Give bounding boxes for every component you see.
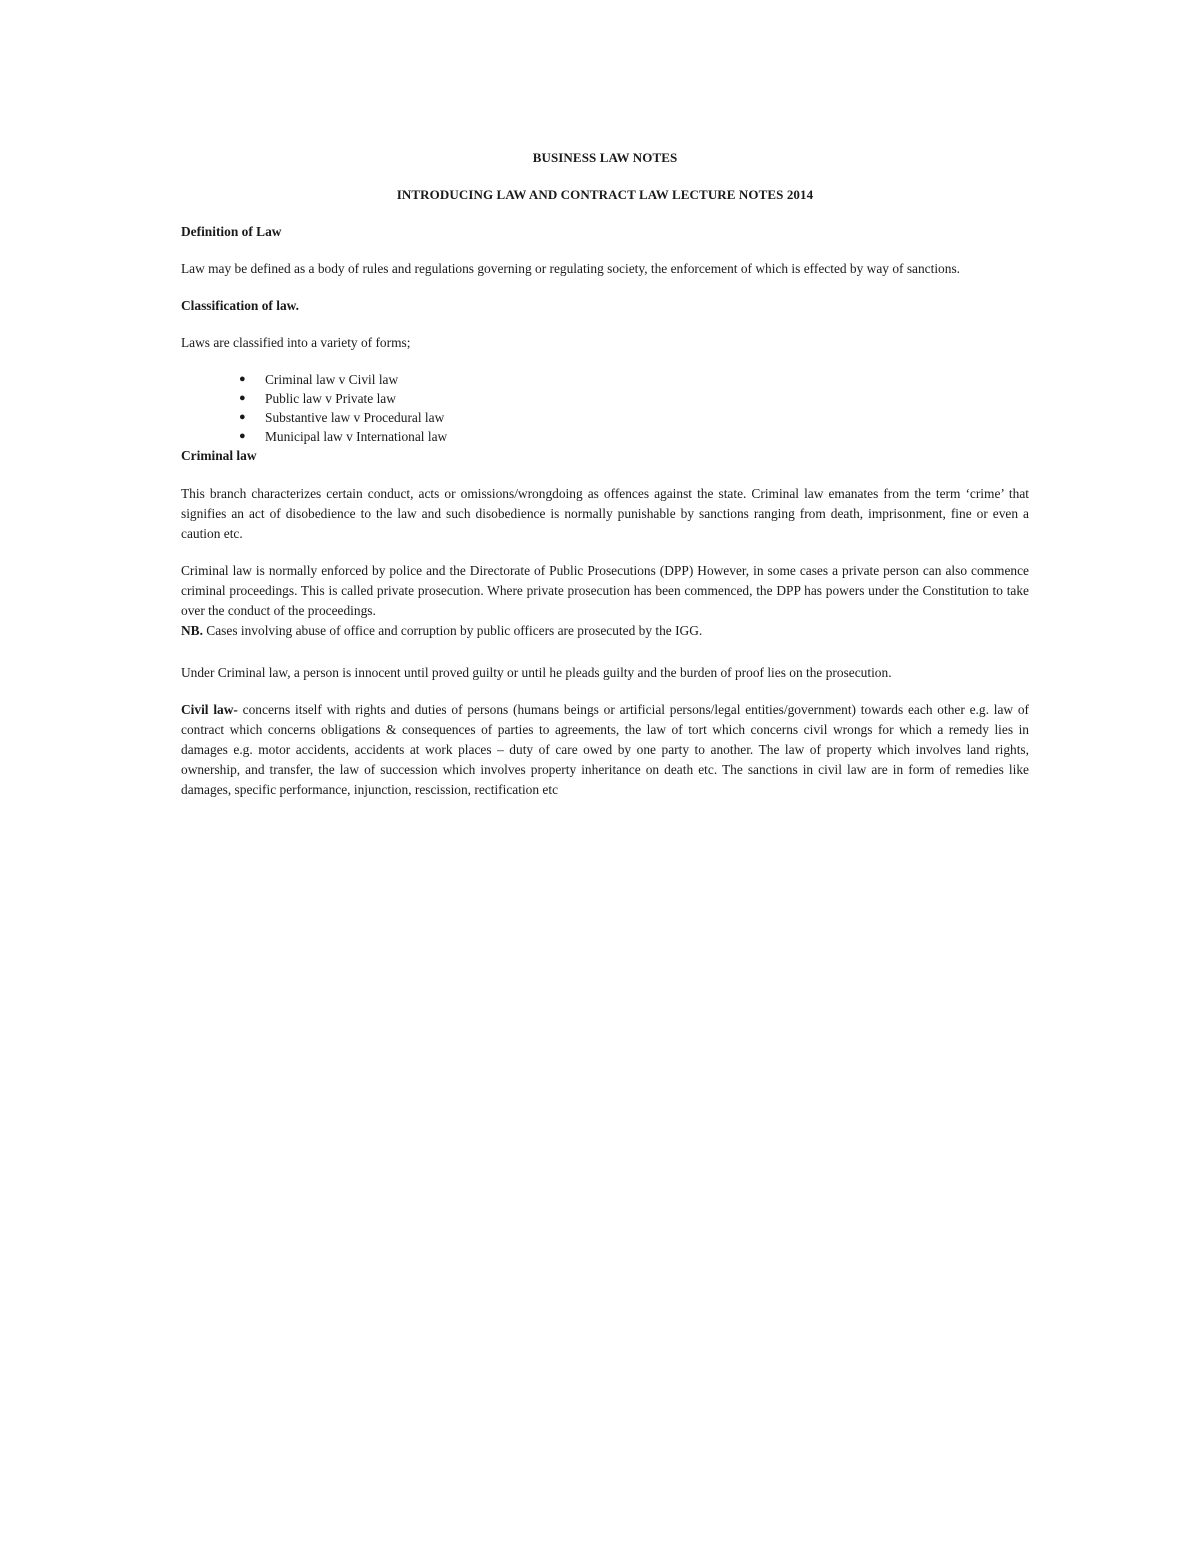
classification-intro: Laws are classified into a variety of forms;: [181, 335, 411, 350]
criminal-law-enforcement-block: [181, 561, 1029, 641]
criminal-law-heading: Criminal law: [181, 448, 257, 463]
bullet-icon: ●: [239, 392, 246, 404]
criminal-law-paragraph-1: This branch characterizes certain conduct, acts or omissions/wrongdoing as offences against the state. Criminal law emanates from the term ‘crime’ that signifies an act of disobedience to the law and such disobedience is normally punishable by sanctions ranging from death, imprisonment, fine or even a caution etc.: [181, 486, 1029, 541]
bullet-icon: ●: [239, 411, 246, 423]
classification-heading: Classification of law.: [181, 298, 299, 313]
list-item-text: Public law v Private law: [265, 391, 396, 406]
list-item: [239, 408, 1029, 427]
list-item: [239, 427, 1029, 446]
nb-note: [181, 621, 1029, 641]
bullet-icon: ●: [239, 430, 246, 442]
civil-law-text: concerns itself with rights and duties of persons (humans beings or artificial persons/legal entities/government) towards each other e.g. law of contract which concerns obligations & consequences of parties to agreements, the law of tort which concerns civil wrongs for which a remedy lies in damages e.g. motor accidents, accidents at work places – duty of care owed by one party to another. The law of property which involves land rights, ownership, and transfer, the law of succession which involves property inheritance on death etc. The sanctions in civil law are in form of remedies like damages, specific performance, injunction, rescission, rectification etc: [181, 702, 1030, 797]
nb-text: Cases involving abuse of office and corruption by public officers are prosecuted by the IGG.: [202, 623, 703, 638]
criminal-law-paragraph-3: Under Criminal law, a person is innocent until proved guilty or until he pleads guilty and the burden of proof lies on the prosecution.: [181, 665, 892, 680]
list-item: [239, 389, 1029, 408]
civil-law-label: Civil law-: [181, 702, 238, 717]
nb-label: NB.: [181, 623, 203, 638]
definition-paragraph: Law may be defined as a body of rules and regulations governing or regulating society, the enforcement of which is effected by way of sanctions.: [181, 261, 961, 276]
list-item: [239, 370, 1029, 389]
list-item-text: Criminal law v Civil law: [265, 372, 399, 387]
civil-law-paragraph: [181, 700, 1029, 800]
document-page: [181, 148, 1029, 817]
list-item-text: Municipal law v International law: [265, 429, 448, 444]
classification-list: [181, 370, 1029, 446]
document-subtitle: INTRODUCING LAW AND CONTRACT LAW LECTURE NOTES 2014: [396, 187, 814, 202]
list-item-text: Substantive law v Procedural law: [265, 410, 445, 425]
bullet-icon: ●: [239, 373, 246, 385]
definition-heading: Definition of Law: [181, 224, 282, 239]
document-title: BUSINESS LAW NOTES: [532, 150, 678, 165]
criminal-law-paragraph-2: Criminal law is normally enforced by police and the Directorate of Public Prosecutions (DPP) However, in some cases a private person can also commence criminal proceedings. This is called private prosecution. Where private prosecution has been commenced, the DPP has powers under the Constitution to take over the conduct of the proceedings.: [181, 563, 1029, 618]
